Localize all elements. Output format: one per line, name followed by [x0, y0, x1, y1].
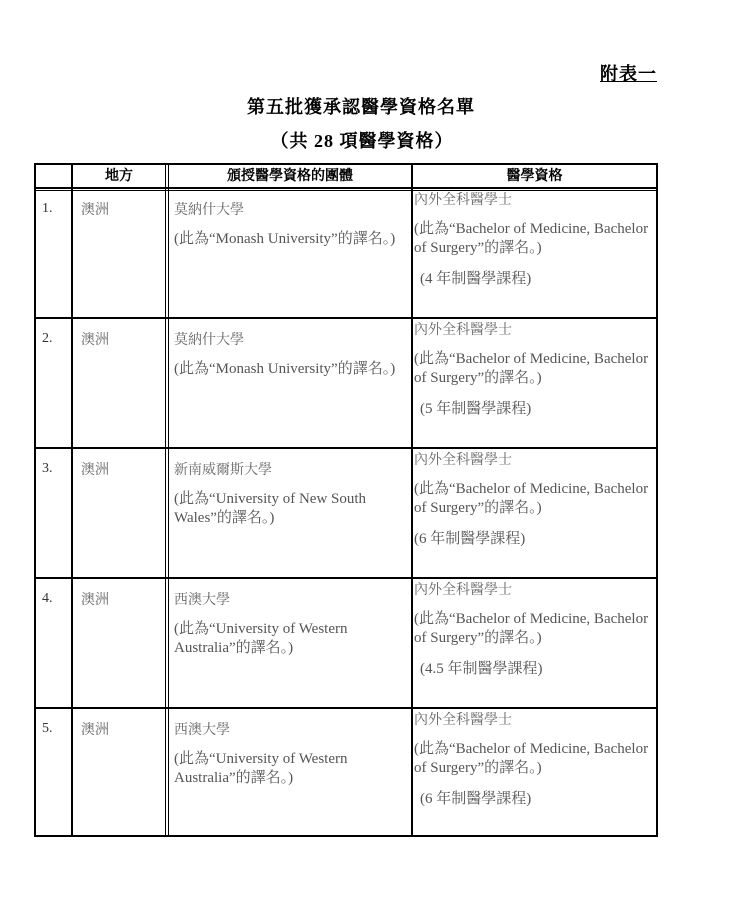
- row-divider: [36, 707, 656, 709]
- qualification-note: (此為“Bachelor of Medicine, Bachelor of Surgery”的譯名。): [414, 481, 649, 516]
- row-place: 澳洲: [81, 592, 109, 608]
- institution-note: (此為“Monash University”的譯名。): [174, 361, 396, 377]
- row-institution: [174, 461, 406, 528]
- row-qualification: [414, 711, 654, 809]
- row-place: 澳洲: [81, 202, 109, 218]
- qualification-name: 內外全科醫學士: [414, 192, 512, 208]
- qualification-note: (此為“Bachelor of Medicine, Bachelor of Surgery”的譯名。): [414, 221, 649, 256]
- document-title: [0, 93, 732, 119]
- row-institution: [174, 591, 406, 658]
- institution-name: 莫納什大學: [174, 202, 244, 218]
- institution-note: (此為“Monash University”的譯名。): [174, 231, 396, 247]
- institution-note: (此為“University of New South Wales”的譯名。): [174, 491, 367, 526]
- programme-duration: (4 年制醫學課程): [420, 271, 532, 287]
- document-subtitle-text: （共 28 項醫學資格）: [270, 131, 454, 151]
- column-divider: [411, 165, 413, 835]
- header-qualification: 醫學資格: [506, 168, 563, 184]
- header-number: [36, 165, 71, 187]
- document-subtitle: [0, 127, 732, 153]
- institution-note: (此為“University of Western Australia”的譯名。): [174, 621, 348, 656]
- programme-duration: (5 年制醫學課程): [420, 401, 532, 417]
- row-qualification: [414, 191, 654, 289]
- column-divider-double: [165, 165, 169, 835]
- row-divider: [36, 577, 656, 579]
- qualification-note: (此為“Bachelor of Medicine, Bachelor of Surgery”的譯名。): [414, 741, 649, 776]
- row-divider: [36, 317, 656, 319]
- row-number: 1.: [42, 201, 53, 216]
- qualification-name: 內外全科醫學士: [414, 452, 512, 468]
- row-place: 澳洲: [81, 332, 109, 348]
- row-institution: [174, 721, 406, 788]
- header-place: 地方: [105, 168, 133, 184]
- header-institution: 頒授醫學資格的團體: [227, 168, 353, 184]
- qualifications-table: [34, 163, 658, 837]
- qualification-name: 內外全科醫學士: [414, 582, 512, 598]
- column-divider: [71, 165, 73, 835]
- row-qualification: [414, 581, 654, 679]
- programme-duration: (4.5 年制醫學課程): [420, 661, 543, 677]
- qualification-note: (此為“Bachelor of Medicine, Bachelor of Surgery”的譯名。): [414, 351, 649, 386]
- qualification-name: 內外全科醫學士: [414, 712, 512, 728]
- row-number: 2.: [42, 331, 53, 346]
- document-title-text: 第五批獲承認醫學資格名單: [247, 97, 475, 117]
- institution-name: 西澳大學: [174, 722, 230, 738]
- programme-duration: (6 年制醫學課程): [414, 531, 526, 547]
- row-place: 澳洲: [81, 722, 109, 738]
- row-institution: [174, 331, 406, 379]
- institution-name: 西澳大學: [174, 592, 230, 608]
- row-number: 4.: [42, 591, 53, 606]
- row-number: 3.: [42, 461, 53, 476]
- row-divider: [36, 447, 656, 449]
- programme-duration: (6 年制醫學課程): [420, 791, 532, 807]
- institution-note: (此為“University of Western Australia”的譯名。): [174, 751, 348, 786]
- qualification-note: (此為“Bachelor of Medicine, Bachelor of Surgery”的譯名。): [414, 611, 649, 646]
- row-qualification: [414, 451, 654, 549]
- qualification-name: 內外全科醫學士: [414, 322, 512, 338]
- row-number: 5.: [42, 721, 53, 736]
- institution-name: 莫納什大學: [174, 332, 244, 348]
- row-institution: [174, 201, 406, 249]
- institution-name: 新南威爾斯大學: [174, 462, 272, 478]
- row-place: 澳洲: [81, 462, 109, 478]
- row-qualification: [414, 321, 654, 419]
- annex-label: 附表一: [600, 64, 657, 84]
